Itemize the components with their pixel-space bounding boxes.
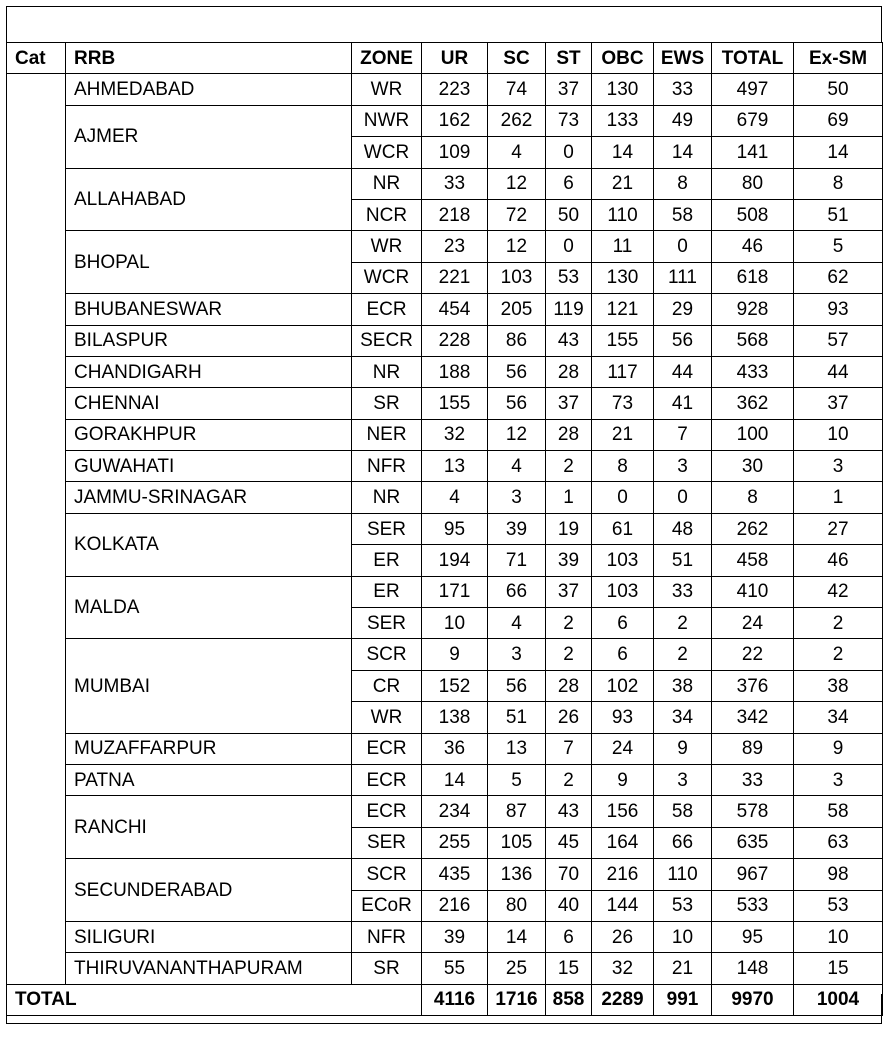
obc-cell: 103 [592,545,654,576]
sc-cell: 5 [488,764,546,795]
header-total: TOTAL [712,43,794,74]
ur-cell: 155 [422,388,488,419]
ur-cell: 138 [422,702,488,733]
ews-cell: 49 [654,105,712,136]
ur-cell: 39 [422,921,488,952]
ur-cell: 109 [422,137,488,168]
zone-cell: CR [352,670,422,701]
ews-cell: 41 [654,388,712,419]
zone-cell: NR [352,482,422,513]
obc-cell: 133 [592,105,654,136]
obc-cell: 11 [592,231,654,262]
total-obc: 2289 [592,984,654,1015]
ex-sm-cell: 44 [794,356,883,387]
st-cell: 0 [546,137,592,168]
total-sc: 1716 [488,984,546,1015]
sc-cell: 74 [488,74,546,105]
st-cell: 40 [546,890,592,921]
header-ur: UR [422,43,488,74]
obc-cell: 9 [592,764,654,795]
obc-cell: 144 [592,890,654,921]
ur-cell: 14 [422,764,488,795]
table-row [7,451,883,482]
obc-cell: 6 [592,608,654,639]
total-cell: 342 [712,702,794,733]
ex-sm-cell: 51 [794,199,883,230]
ex-sm-cell: 34 [794,702,883,733]
obc-cell: 164 [592,827,654,858]
ews-cell: 21 [654,953,712,984]
st-cell: 37 [546,388,592,419]
sc-cell: 105 [488,827,546,858]
rrb-name-cell: BHUBANESWAR [66,294,352,325]
st-cell: 28 [546,670,592,701]
zone-cell: SR [352,953,422,984]
st-cell: 45 [546,827,592,858]
sc-cell: 4 [488,137,546,168]
st-cell: 70 [546,859,592,890]
zone-cell: SCR [352,859,422,890]
sc-cell: 72 [488,199,546,230]
obc-cell: 6 [592,639,654,670]
st-cell: 0 [546,231,592,262]
rrb-name-cell: SECUNDERABAD [66,859,352,922]
total-cell: 568 [712,325,794,356]
table-row [7,733,883,764]
table-row [7,764,883,795]
sc-cell: 12 [488,231,546,262]
total-cell: 410 [712,576,794,607]
table-row [7,921,883,952]
rrb-name-cell: AHMEDABAD [66,74,352,105]
ex-sm-cell: 63 [794,827,883,858]
st-cell: 2 [546,764,592,795]
ur-cell: 32 [422,419,488,450]
sc-cell: 56 [488,356,546,387]
ews-cell: 38 [654,670,712,701]
obc-cell: 216 [592,859,654,890]
rrb-name-cell: THIRUVANANTHAPURAM [66,953,352,984]
zone-cell: SER [352,827,422,858]
ex-sm-cell: 5 [794,231,883,262]
ews-cell: 2 [654,608,712,639]
total-cell: 635 [712,827,794,858]
table-row [7,513,883,544]
table-row [7,859,883,890]
sc-cell: 14 [488,921,546,952]
st-cell: 119 [546,294,592,325]
rrb-name-cell: MUZAFFARPUR [66,733,352,764]
ex-sm-cell: 37 [794,388,883,419]
obc-cell: 121 [592,294,654,325]
ex-sm-cell: 10 [794,419,883,450]
rrb-name-cell: MALDA [66,576,352,639]
zone-cell: ECR [352,764,422,795]
total-cell: 22 [712,639,794,670]
total-cell: 497 [712,74,794,105]
zone-cell: ECR [352,733,422,764]
ex-sm-cell: 2 [794,639,883,670]
ur-cell: 454 [422,294,488,325]
zone-cell: NWR [352,105,422,136]
st-cell: 28 [546,419,592,450]
ews-cell: 33 [654,576,712,607]
vacancy-table [6,42,883,1016]
table-row [7,74,883,105]
table-row [7,388,883,419]
total-cell: 618 [712,262,794,293]
st-cell: 43 [546,325,592,356]
st-cell: 2 [546,451,592,482]
total-cell: 928 [712,294,794,325]
zone-cell: ECR [352,796,422,827]
ex-sm-cell: 42 [794,576,883,607]
ur-cell: 36 [422,733,488,764]
ex-sm-cell: 58 [794,796,883,827]
ews-cell: 110 [654,859,712,890]
ur-cell: 218 [422,199,488,230]
st-cell: 43 [546,796,592,827]
total-cell: 433 [712,356,794,387]
header-st: ST [546,43,592,74]
sc-cell: 56 [488,388,546,419]
total-cell: 458 [712,545,794,576]
obc-cell: 24 [592,733,654,764]
ur-cell: 188 [422,356,488,387]
obc-cell: 93 [592,702,654,733]
rrb-name-cell: CHENNAI [66,388,352,419]
zone-cell: SR [352,388,422,419]
ews-cell: 7 [654,419,712,450]
total-cell: 508 [712,199,794,230]
ur-cell: 13 [422,451,488,482]
ex-sm-cell: 62 [794,262,883,293]
ur-cell: 228 [422,325,488,356]
total-cell: 33 [712,764,794,795]
zone-cell: ECR [352,294,422,325]
rrb-name-cell: RANCHI [66,796,352,859]
ews-cell: 0 [654,231,712,262]
obc-cell: 0 [592,482,654,513]
ur-cell: 216 [422,890,488,921]
total-cell: 148 [712,953,794,984]
zone-cell: WCR [352,262,422,293]
rrb-name-cell: MUMBAI [66,639,352,733]
ex-sm-cell: 3 [794,451,883,482]
sc-cell: 262 [488,105,546,136]
ur-cell: 171 [422,576,488,607]
ur-cell: 9 [422,639,488,670]
sc-cell: 13 [488,733,546,764]
ex-sm-cell: 50 [794,74,883,105]
ur-cell: 223 [422,74,488,105]
table-row [7,953,883,984]
zone-cell: NER [352,419,422,450]
ur-cell: 10 [422,608,488,639]
ur-cell: 152 [422,670,488,701]
sc-cell: 25 [488,953,546,984]
total-cell: 141 [712,137,794,168]
total-ur: 4116 [422,984,488,1015]
total-cell: 679 [712,105,794,136]
rrb-name-cell: PATNA [66,764,352,795]
table-row [7,168,883,199]
ur-cell: 95 [422,513,488,544]
total-cell: 262 [712,513,794,544]
ex-sm-cell: 14 [794,137,883,168]
ews-cell: 2 [654,639,712,670]
sc-cell: 205 [488,294,546,325]
table-body [7,74,883,1016]
obc-cell: 73 [592,388,654,419]
obc-cell: 130 [592,262,654,293]
table-row [7,419,883,450]
obc-cell: 102 [592,670,654,701]
st-cell: 50 [546,199,592,230]
total-cell: 578 [712,796,794,827]
sc-cell: 4 [488,451,546,482]
zone-cell: SCR [352,639,422,670]
rrb-name-cell: BILASPUR [66,325,352,356]
sc-cell: 87 [488,796,546,827]
total-cell: 376 [712,670,794,701]
st-cell: 28 [546,356,592,387]
ex-sm-cell: 98 [794,859,883,890]
ur-cell: 55 [422,953,488,984]
ex-sm-cell: 46 [794,545,883,576]
table-row [7,294,883,325]
ex-sm-cell: 69 [794,105,883,136]
ews-cell: 48 [654,513,712,544]
st-cell: 53 [546,262,592,293]
st-cell: 2 [546,639,592,670]
ews-cell: 3 [654,764,712,795]
ex-sm-cell: 53 [794,890,883,921]
zone-cell: WR [352,74,422,105]
obc-cell: 26 [592,921,654,952]
ex-sm-cell: 8 [794,168,883,199]
ur-cell: 194 [422,545,488,576]
ex-sm-cell: 9 [794,733,883,764]
total-cell: 967 [712,859,794,890]
table-row [7,639,883,670]
sc-cell: 86 [488,325,546,356]
total-cell: 46 [712,231,794,262]
header-cat: Cat [7,43,66,74]
ex-sm-cell: 93 [794,294,883,325]
ex-sm-cell: 38 [794,670,883,701]
st-cell: 39 [546,545,592,576]
ur-cell: 435 [422,859,488,890]
st-cell: 26 [546,702,592,733]
st-cell: 1 [546,482,592,513]
ex-sm-cell: 15 [794,953,883,984]
st-cell: 73 [546,105,592,136]
table-title-band [6,6,882,42]
ex-sm-cell: 3 [794,764,883,795]
total-cell: 24 [712,608,794,639]
ews-cell: 9 [654,733,712,764]
sc-cell: 56 [488,670,546,701]
total-label: TOTAL [7,984,422,1015]
st-cell: 6 [546,921,592,952]
sc-cell: 51 [488,702,546,733]
header-row [7,43,883,74]
zone-cell: NR [352,168,422,199]
obc-cell: 110 [592,199,654,230]
table-row [7,482,883,513]
header-ex-sm: Ex-SM [794,43,883,74]
total-ews: 991 [654,984,712,1015]
total-cell: 8 [712,482,794,513]
ur-cell: 23 [422,231,488,262]
rrb-name-cell: KOLKATA [66,513,352,576]
ews-cell: 58 [654,796,712,827]
total-cell: 362 [712,388,794,419]
st-cell: 15 [546,953,592,984]
sc-cell: 3 [488,639,546,670]
sc-cell: 66 [488,576,546,607]
sc-cell: 103 [488,262,546,293]
st-cell: 37 [546,576,592,607]
ews-cell: 58 [654,199,712,230]
sc-cell: 3 [488,482,546,513]
table-row [7,576,883,607]
ews-cell: 51 [654,545,712,576]
ews-cell: 33 [654,74,712,105]
st-cell: 2 [546,608,592,639]
ews-cell: 14 [654,137,712,168]
ex-sm-cell: 57 [794,325,883,356]
obc-cell: 103 [592,576,654,607]
zone-cell: ER [352,576,422,607]
total-cell: 30 [712,451,794,482]
rrb-name-cell: GUWAHATI [66,451,352,482]
zone-cell: SER [352,608,422,639]
ews-cell: 34 [654,702,712,733]
total-st: 858 [546,984,592,1015]
table-footer-band [6,994,882,1024]
ews-cell: 56 [654,325,712,356]
ex-sm-cell: 1 [794,482,883,513]
obc-cell: 130 [592,74,654,105]
header-rrb: RRB [66,43,352,74]
zone-cell: NCR [352,199,422,230]
zone-cell: SER [352,513,422,544]
sc-cell: 12 [488,419,546,450]
ex-sm-cell: 10 [794,921,883,952]
ews-cell: 66 [654,827,712,858]
sc-cell: 136 [488,859,546,890]
ews-cell: 111 [654,262,712,293]
sc-cell: 39 [488,513,546,544]
ews-cell: 8 [654,168,712,199]
table-row [7,356,883,387]
zone-cell: NR [352,356,422,387]
total-cell: 89 [712,733,794,764]
obc-cell: 61 [592,513,654,544]
ur-cell: 234 [422,796,488,827]
ur-cell: 4 [422,482,488,513]
ews-cell: 10 [654,921,712,952]
obc-cell: 156 [592,796,654,827]
table-row [7,325,883,356]
header-sc: SC [488,43,546,74]
zone-cell: ECoR [352,890,422,921]
table-row [7,231,883,262]
zone-cell: NFR [352,451,422,482]
obc-cell: 117 [592,356,654,387]
ur-cell: 255 [422,827,488,858]
table-row [7,796,883,827]
zone-cell: ER [352,545,422,576]
table-row [7,105,883,136]
rrb-name-cell: ALLAHABAD [66,168,352,231]
rrb-name-cell: AJMER [66,105,352,168]
header-ews: EWS [654,43,712,74]
zone-cell: WR [352,231,422,262]
header-zone: ZONE [352,43,422,74]
rrb-name-cell: GORAKHPUR [66,419,352,450]
ex-sm-cell: 2 [794,608,883,639]
total-cell: 80 [712,168,794,199]
ex-sm-cell: 27 [794,513,883,544]
ur-cell: 33 [422,168,488,199]
total-total: 9970 [712,984,794,1015]
obc-cell: 8 [592,451,654,482]
rrb-name-cell: BHOPAL [66,231,352,294]
ur-cell: 162 [422,105,488,136]
zone-cell: WR [352,702,422,733]
cat-cell [7,74,66,984]
sc-cell: 71 [488,545,546,576]
obc-cell: 21 [592,419,654,450]
total-ex-sm: 1004 [794,984,883,1015]
ews-cell: 44 [654,356,712,387]
rrb-name-cell: JAMMU-SRINAGAR [66,482,352,513]
obc-cell: 155 [592,325,654,356]
sc-cell: 4 [488,608,546,639]
zone-cell: SECR [352,325,422,356]
total-cell: 533 [712,890,794,921]
obc-cell: 14 [592,137,654,168]
total-cell: 95 [712,921,794,952]
st-cell: 6 [546,168,592,199]
ews-cell: 29 [654,294,712,325]
rrb-name-cell: CHANDIGARH [66,356,352,387]
sc-cell: 80 [488,890,546,921]
ur-cell: 221 [422,262,488,293]
st-cell: 7 [546,733,592,764]
obc-cell: 32 [592,953,654,984]
sc-cell: 12 [488,168,546,199]
ews-cell: 3 [654,451,712,482]
zone-cell: NFR [352,921,422,952]
ews-cell: 0 [654,482,712,513]
total-cell: 100 [712,419,794,450]
st-cell: 37 [546,74,592,105]
rrb-name-cell: SILIGURI [66,921,352,952]
zone-cell: WCR [352,137,422,168]
obc-cell: 21 [592,168,654,199]
header-obc: OBC [592,43,654,74]
ews-cell: 53 [654,890,712,921]
st-cell: 19 [546,513,592,544]
